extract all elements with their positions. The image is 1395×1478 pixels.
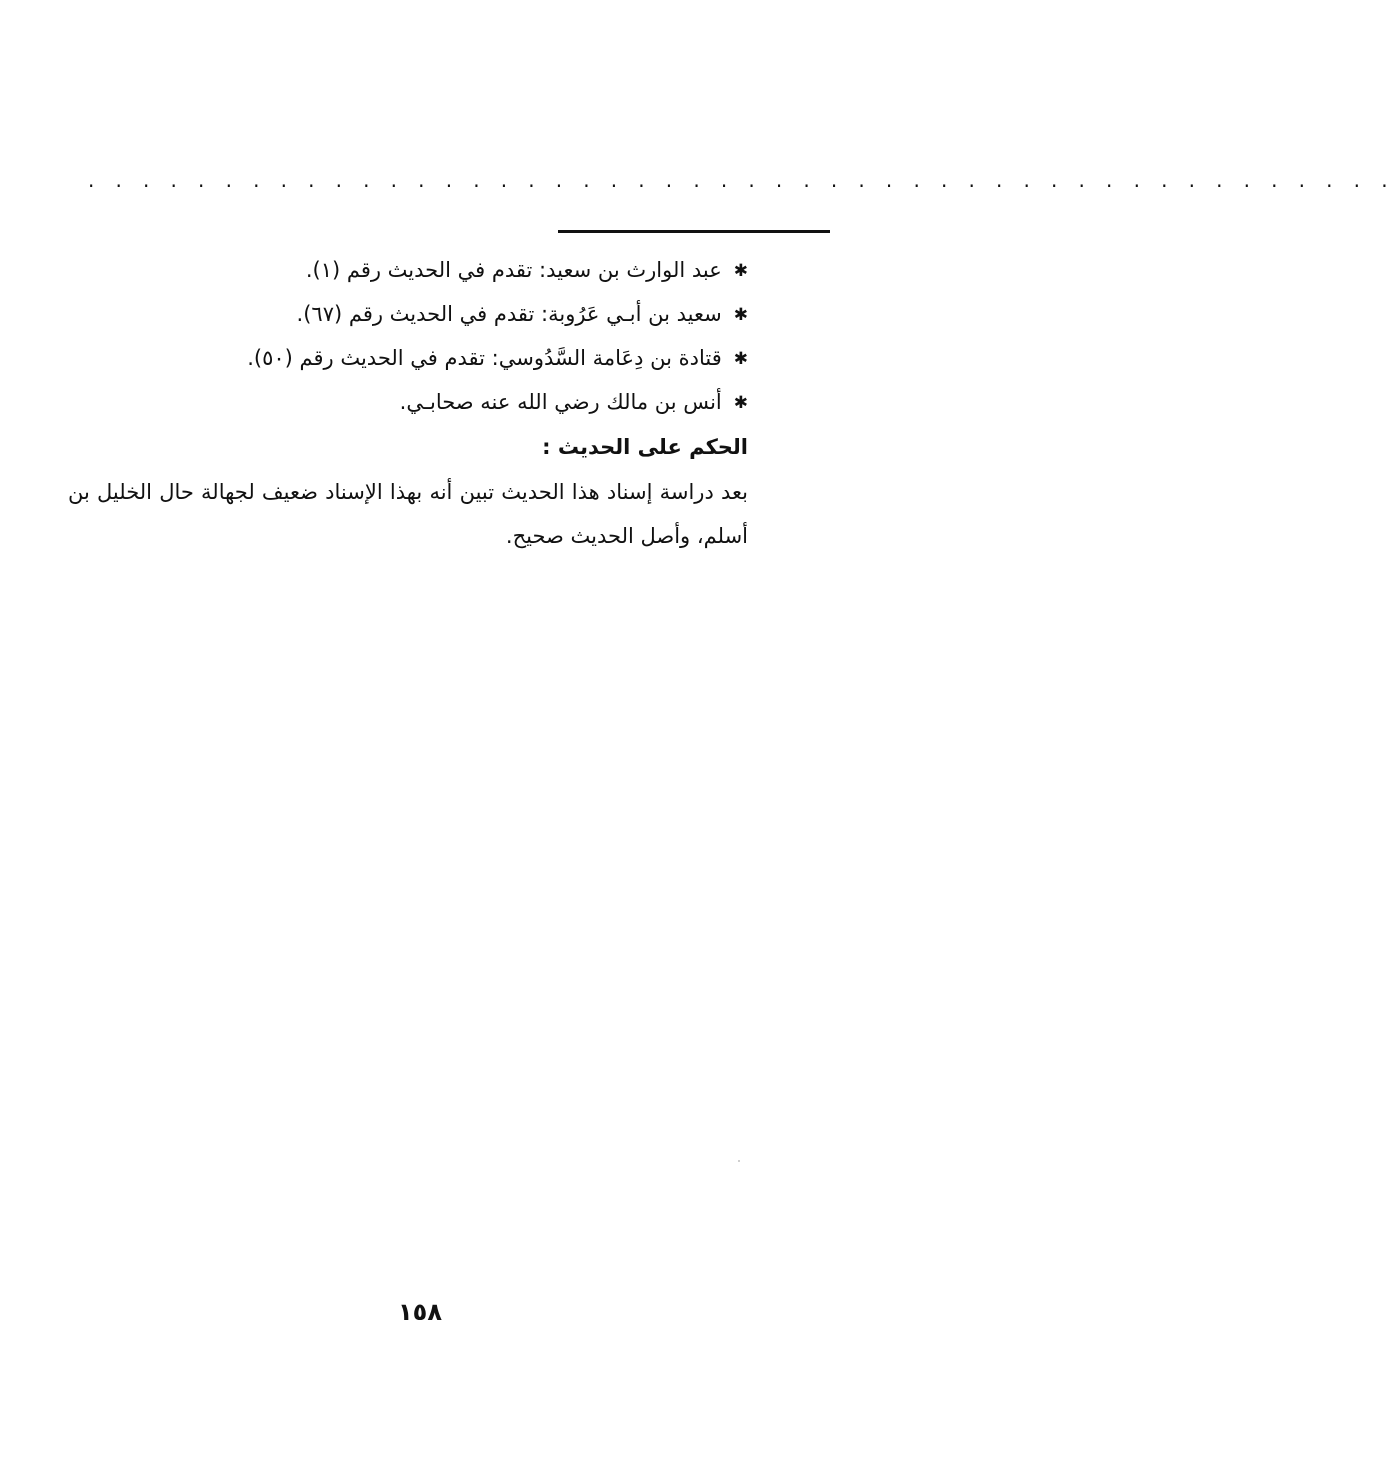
section-rule <box>558 230 830 233</box>
narrator-line <box>68 292 748 336</box>
narrator-line <box>68 248 748 292</box>
asterisk-bullet-icon: ✱ <box>733 261 748 281</box>
narrator-line <box>68 380 748 424</box>
page-content <box>68 248 748 558</box>
dotted-separator: . . . . . . . . . . . . . . . . . . . . . . . . . . . . . . . . . . . . . . . . . . . . . . . . <box>88 168 1395 192</box>
narrator-text: سعيد بن أبـي عَرُوبة: تقدم في الحديث رقم (٦٧). <box>296 302 722 326</box>
narrator-text: قتادة بن دِعَامة السَّدُوسي: تقدم في الحديث رقم (٥٠). <box>247 346 722 370</box>
asterisk-bullet-icon: ✱ <box>733 393 748 413</box>
asterisk-bullet-icon: ✱ <box>733 305 748 325</box>
scan-speck <box>738 1160 740 1162</box>
narrator-line <box>68 336 748 380</box>
narrator-text: عبد الوارث بن سعيد: تقدم في الحديث رقم (١). <box>305 258 722 282</box>
narrator-text: أنس بن مالك رضي الله عنه صحابـي. <box>399 390 722 414</box>
page-number: ١٥٨ <box>398 1298 442 1326</box>
ruling-paragraph: بعد دراسة إسناد هذا الحديث تبين أنه بهذا الإسناد ضعيف لجهالة حال الخليل بن أسلم، وأصل الحديث صحيح. <box>68 480 748 548</box>
ruling-heading: الحكم على الحديث : <box>542 435 748 459</box>
asterisk-bullet-icon: ✱ <box>733 349 748 369</box>
